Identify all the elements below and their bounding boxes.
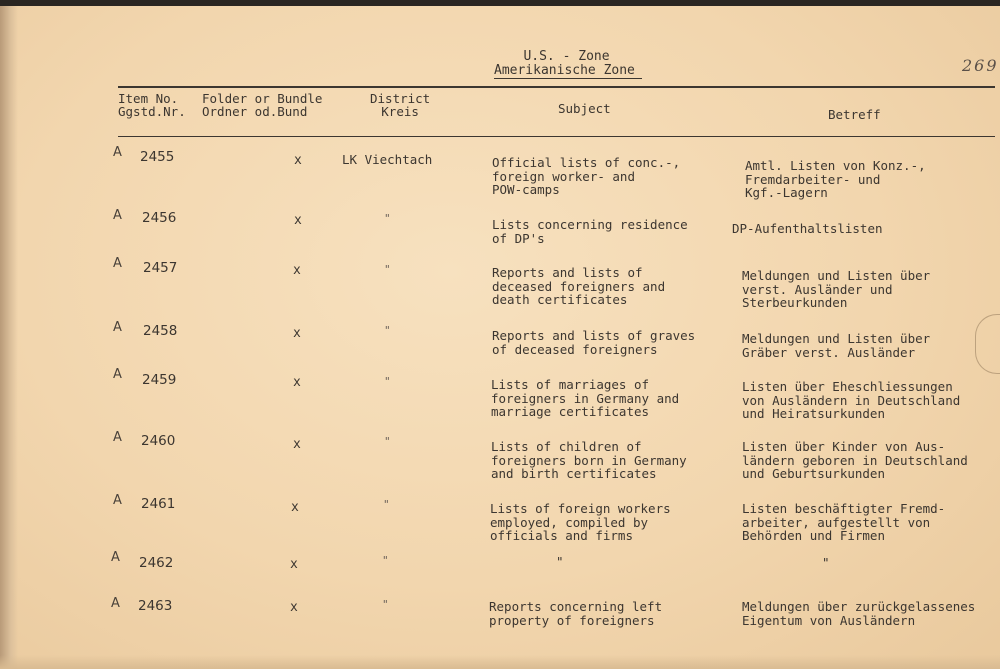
binding-shadow xyxy=(0,6,18,669)
page-bottom-edge xyxy=(0,655,1000,669)
district-ditto: " xyxy=(382,554,389,567)
zone-title-line1: U.S. - Zone xyxy=(523,49,610,64)
subject: Reports and lists of graves of deceased foreigners xyxy=(492,328,696,357)
subject-ditto: " xyxy=(556,554,564,569)
betreff: Amtl. Listen von Konz.-, Fremdarbeiter- und Kgf.-Lagern xyxy=(745,158,926,200)
row-mark: A xyxy=(111,550,120,565)
subject: Reports and lists of deceased foreigners and death certificates xyxy=(492,265,666,307)
item-number: 2460 xyxy=(141,433,176,449)
row-mark: A xyxy=(111,596,120,611)
district-ditto: " xyxy=(384,263,391,276)
column-header-folder: Folder or Bundle Ordner od.Bund xyxy=(202,91,323,119)
column-header-item: Item No. Ggstd.Nr. xyxy=(118,91,186,119)
column-header-betreff: Betreff xyxy=(828,107,881,122)
row-mark: A xyxy=(113,145,122,160)
column-header-subject: Subject xyxy=(558,101,611,116)
bundle-mark: x xyxy=(291,500,299,515)
subject: Official lists of conc.-, foreign worker- and POW-camps xyxy=(492,155,681,197)
subject: Lists of foreign workers employed, compiled by officials and firms xyxy=(490,501,671,543)
row-mark: A xyxy=(113,256,122,271)
betreff: Meldungen und Listen über Gräber verst. Ausländer xyxy=(742,331,931,360)
bundle-mark: x xyxy=(293,375,301,390)
item-number: 2457 xyxy=(143,260,178,276)
document-page xyxy=(0,6,1000,669)
item-number: 2455 xyxy=(140,149,175,165)
row-mark: A xyxy=(113,367,122,382)
bundle-mark: x xyxy=(290,600,298,615)
item-number: 2463 xyxy=(138,598,173,614)
row-mark: A xyxy=(113,320,122,335)
zone-title-line2: Amerikanische Zone xyxy=(494,64,642,79)
subject: Reports concerning left property of foreigners xyxy=(489,599,663,628)
row-mark: A xyxy=(113,493,122,508)
subject: Lists of children of foreigners born in Germany and birth certificates xyxy=(491,439,687,481)
subject: Lists concerning residence of DP's xyxy=(492,217,688,246)
header-bottom-rule xyxy=(118,136,995,137)
district-ditto: " xyxy=(382,598,389,611)
bundle-mark: x xyxy=(290,557,298,572)
betreff: Listen beschäftigter Fremd- arbeiter, aufgestellt von Behörden und Firmen xyxy=(742,501,946,543)
district: LK Viechtach xyxy=(342,152,433,167)
item-number: 2459 xyxy=(142,372,177,388)
betreff: Meldungen und Listen über verst. Ausländer und Sterbeurkunden xyxy=(742,268,931,310)
bundle-mark: x xyxy=(293,326,301,341)
zone-title xyxy=(494,50,642,79)
betreff: Meldungen über zurückgelassenes Eigentum von Ausländern xyxy=(742,599,976,628)
subject: Lists of marriages of foreigners in Germany and marriage certificates xyxy=(491,377,680,419)
district-ditto: " xyxy=(383,498,390,511)
item-number: 2462 xyxy=(139,555,174,571)
bundle-mark: x xyxy=(294,213,302,228)
bundle-mark: x xyxy=(293,263,301,278)
column-header-district: District Kreis xyxy=(370,91,431,119)
district-ditto: " xyxy=(384,324,391,337)
betreff: DP-Aufenthaltslisten xyxy=(732,221,883,236)
district-ditto: " xyxy=(384,435,391,448)
page-number: 269 xyxy=(962,56,999,75)
row-mark: A xyxy=(113,208,122,223)
item-number: 2458 xyxy=(143,323,178,339)
betreff-ditto: " xyxy=(822,555,830,570)
item-number: 2461 xyxy=(141,496,176,512)
header-top-rule xyxy=(118,86,995,88)
bundle-mark: x xyxy=(294,153,302,168)
bundle-mark: x xyxy=(293,437,301,452)
district-ditto: " xyxy=(384,212,391,225)
row-mark: A xyxy=(113,430,122,445)
item-number: 2456 xyxy=(142,210,177,226)
betreff: Listen über Kinder von Aus- ländern geboren in Deutschland und Geburtsurkunden xyxy=(742,439,968,481)
page-tab-mark xyxy=(975,314,1000,374)
betreff: Listen über Eheschliessungen von Ausländern in Deutschland und Heiratsurkunden xyxy=(742,379,961,421)
district-ditto: " xyxy=(384,375,391,388)
